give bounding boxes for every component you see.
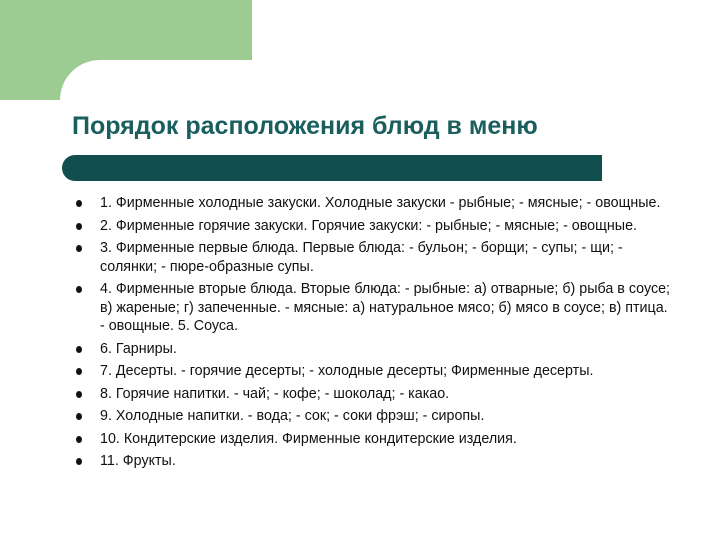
list-item: 6. Гарниры. bbox=[70, 340, 670, 359]
title-underline-bar bbox=[62, 155, 602, 181]
list-item: 11. Фрукты. bbox=[70, 452, 670, 471]
list-item: 3. Фирменные первые блюда. Первые блюда: - бульон; - борщи; - супы; - щи; - солянки; - пюре-образные супы. bbox=[70, 239, 670, 276]
list-item: 7. Десерты. - горячие десерты; - холодные десерты; Фирменные десерты. bbox=[70, 362, 670, 381]
list-item: 4. Фирменные вторые блюда. Вторые блюда: - рыбные: а) отварные; б) рыба в соусе; в) жареные; г) запеченные. - мясные: а) натуральное мясо; б) мясо в соусе; в) птица. - овощные. 5. Соуса. bbox=[70, 280, 670, 336]
list-item: 8. Горячие напитки. - чай; - кофе; - шоколад; - какао. bbox=[70, 385, 670, 404]
list-item: 2. Фирменные горячие закуски. Горячие закуски: - рыбные; - мясные; - овощные. bbox=[70, 217, 670, 236]
list-item: 10. Кондитерские изделия. Фирменные кондитерские изделия. bbox=[70, 430, 670, 449]
menu-order-list bbox=[70, 194, 670, 475]
slide-title: Порядок расположения блюд в меню bbox=[72, 112, 538, 140]
list-item: 1. Фирменные холодные закуски. Холодные закуски - рыбные; - мясные; - овощные. bbox=[70, 194, 670, 213]
list-item: 9. Холодные напитки. - вода; - сок; - соки фрэш; - сиропы. bbox=[70, 407, 670, 426]
